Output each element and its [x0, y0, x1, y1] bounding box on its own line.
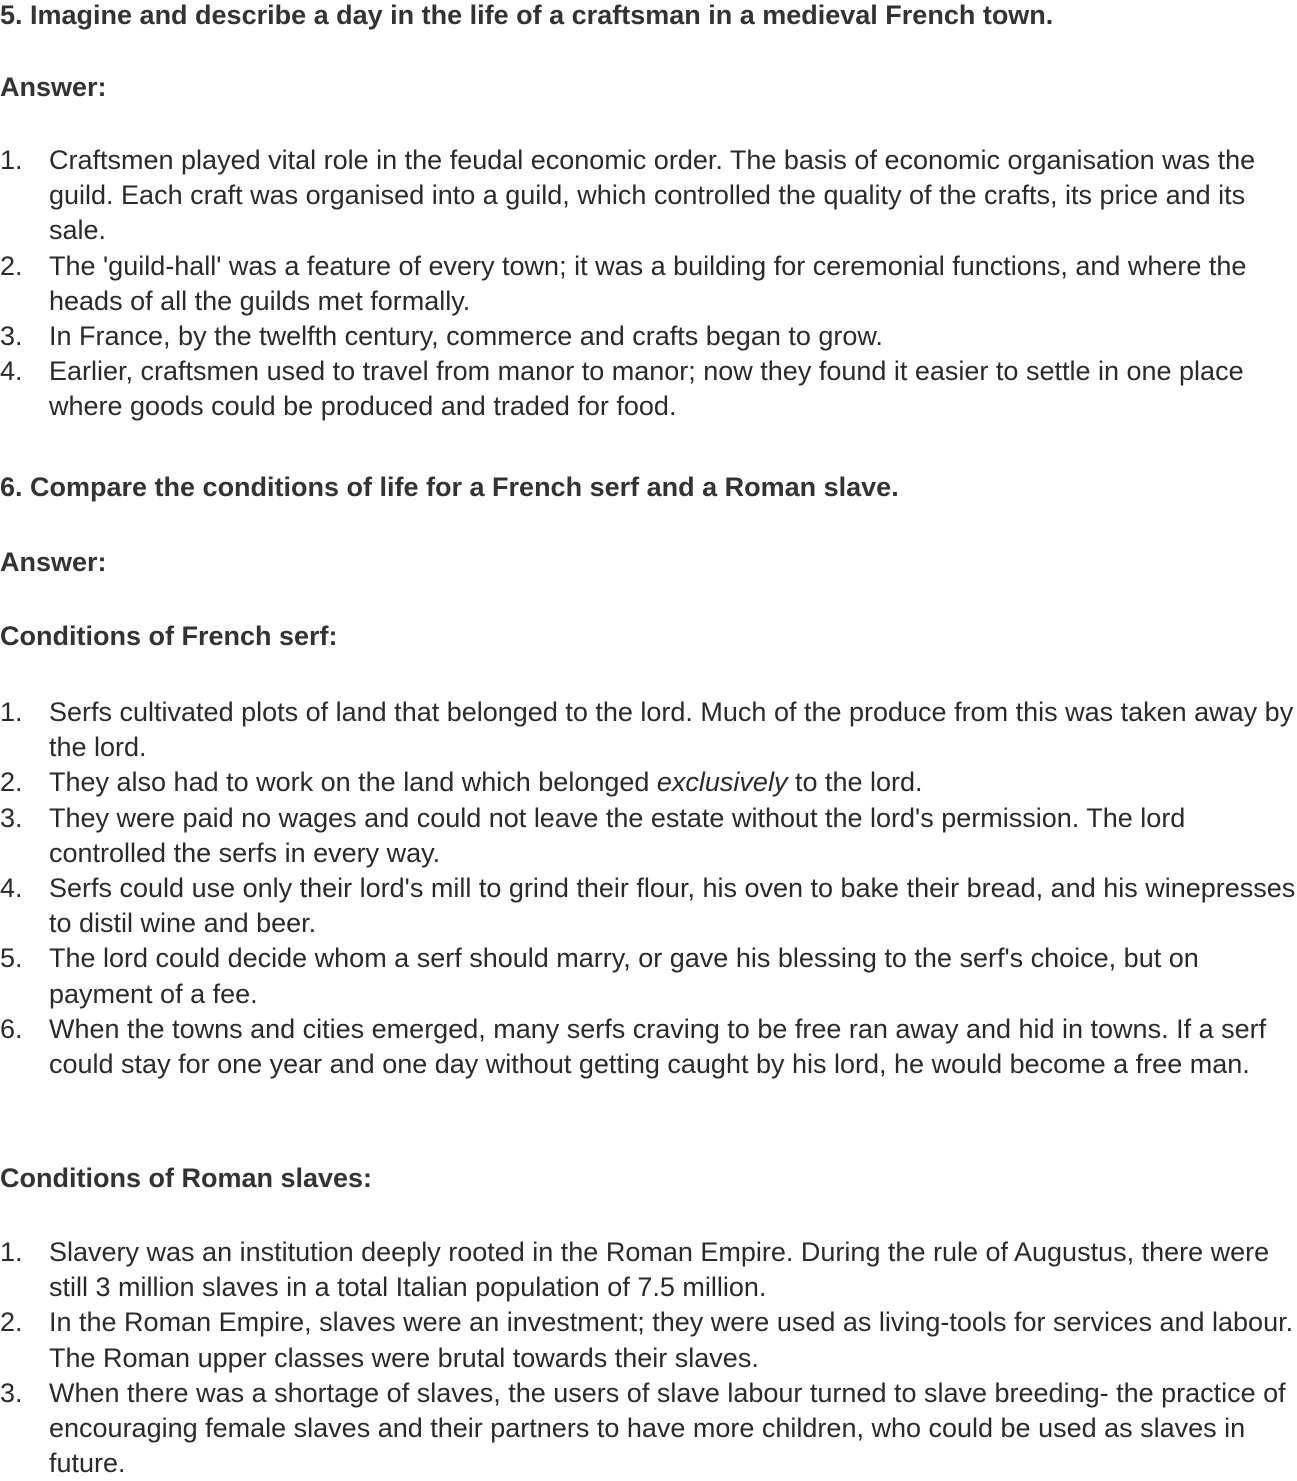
- list-item: [0, 319, 1297, 354]
- list-text-pre: They also had to work on the land which belonged: [49, 767, 657, 798]
- list-number: 5.: [0, 943, 23, 974]
- list-number: 4.: [0, 356, 23, 387]
- list-text-emphasis: exclusively: [656, 767, 788, 798]
- question-5-title: 5. Imagine and describe a day in the life of a craftsman in a medieval French town.: [0, 0, 1054, 30]
- slave-section-heading: Conditions of Roman slaves:: [0, 1163, 373, 1193]
- list-number: 2.: [0, 1307, 23, 1338]
- list-item: [0, 941, 1297, 1011]
- q5-answer-list: [0, 143, 1297, 425]
- list-item: [0, 1012, 1297, 1082]
- list-item: [0, 695, 1297, 765]
- list-text: The lord could decide whom a serf should marry, or gave his blessing to the serf's choice, but on payment of a fee.: [49, 943, 1199, 1009]
- list-number: 3.: [0, 802, 23, 833]
- serf-section-heading: Conditions of French serf:: [0, 621, 338, 651]
- list-text: In the Roman Empire, slaves were an investment; they were used as living-tools for services and labour. The Roman upper classes were brutal towards their slaves.: [49, 1307, 1294, 1373]
- list-number: 6.: [0, 1013, 23, 1044]
- list-number: 2.: [0, 250, 23, 281]
- list-text-post: to the lord.: [787, 767, 923, 798]
- list-item: [0, 871, 1297, 941]
- list-number: 4.: [0, 873, 23, 904]
- list-item: [0, 249, 1297, 319]
- list-text: Craftsmen played vital role in the feudal economic order. The basis of economic organisation was the guild. Each craft was organised into a guild, which controlled the quality of the crafts, its price and its sale.: [49, 145, 1256, 246]
- list-number: 3.: [0, 321, 23, 352]
- list-text: Slavery was an institution deeply rooted in the Roman Empire. During the rule of Augustus, there were still 3 million slaves in a total Italian population of 7.5 million.: [49, 1237, 1270, 1303]
- list-text: In France, by the twelfth century, commerce and crafts began to grow.: [49, 321, 883, 352]
- list-item: [0, 1376, 1297, 1481]
- list-text: They were paid no wages and could not leave the estate without the lord's permission. The lord controlled the serfs in every way.: [49, 802, 1186, 868]
- list-item: [0, 354, 1297, 424]
- list-text: When there was a shortage of slaves, the users of slave labour turned to slave breeding- the practice of encouraging female slaves and their partners to have more children, who could be used as slaves in future.: [49, 1377, 1286, 1479]
- list-number: 1.: [0, 145, 23, 175]
- serf-conditions-list: [0, 695, 1297, 1082]
- question-6-title: 6. Compare the conditions of life for a French serf and a Roman slave.: [0, 472, 899, 502]
- list-item: [0, 143, 1297, 249]
- slave-conditions-list: [0, 1235, 1297, 1481]
- answer-label: Answer:: [0, 72, 107, 102]
- list-text: The 'guild-hall' was a feature of every town; it was a building for ceremonial functions, and where the heads of all the guilds met formally.: [49, 250, 1247, 316]
- list-text: Serfs could use only their lord's mill to grind their flour, his oven to bake their bread, and his winepresses to distil wine and beer.: [49, 873, 1296, 939]
- list-number: 3.: [0, 1377, 23, 1408]
- answer-label: Answer:: [0, 547, 107, 577]
- list-number: 2.: [0, 767, 23, 798]
- list-item: [0, 765, 1297, 800]
- list-item: [0, 801, 1297, 871]
- list-number: 1.: [0, 1237, 23, 1267]
- list-number: 1.: [0, 697, 23, 727]
- list-text: Earlier, craftsmen used to travel from manor to manor; now they found it easier to settle in one place where goods could be produced and traded for food.: [49, 356, 1244, 422]
- list-text: Serfs cultivated plots of land that belonged to the lord. Much of the produce from this was taken away by the lord.: [49, 697, 1294, 763]
- list-item: [0, 1235, 1297, 1305]
- list-text: When the towns and cities emerged, many serfs craving to be free ran away and hid in towns. If a serf could stay for one year and one day without getting caught by his lord, he would become a free man.: [49, 1013, 1267, 1080]
- list-item: [0, 1305, 1297, 1375]
